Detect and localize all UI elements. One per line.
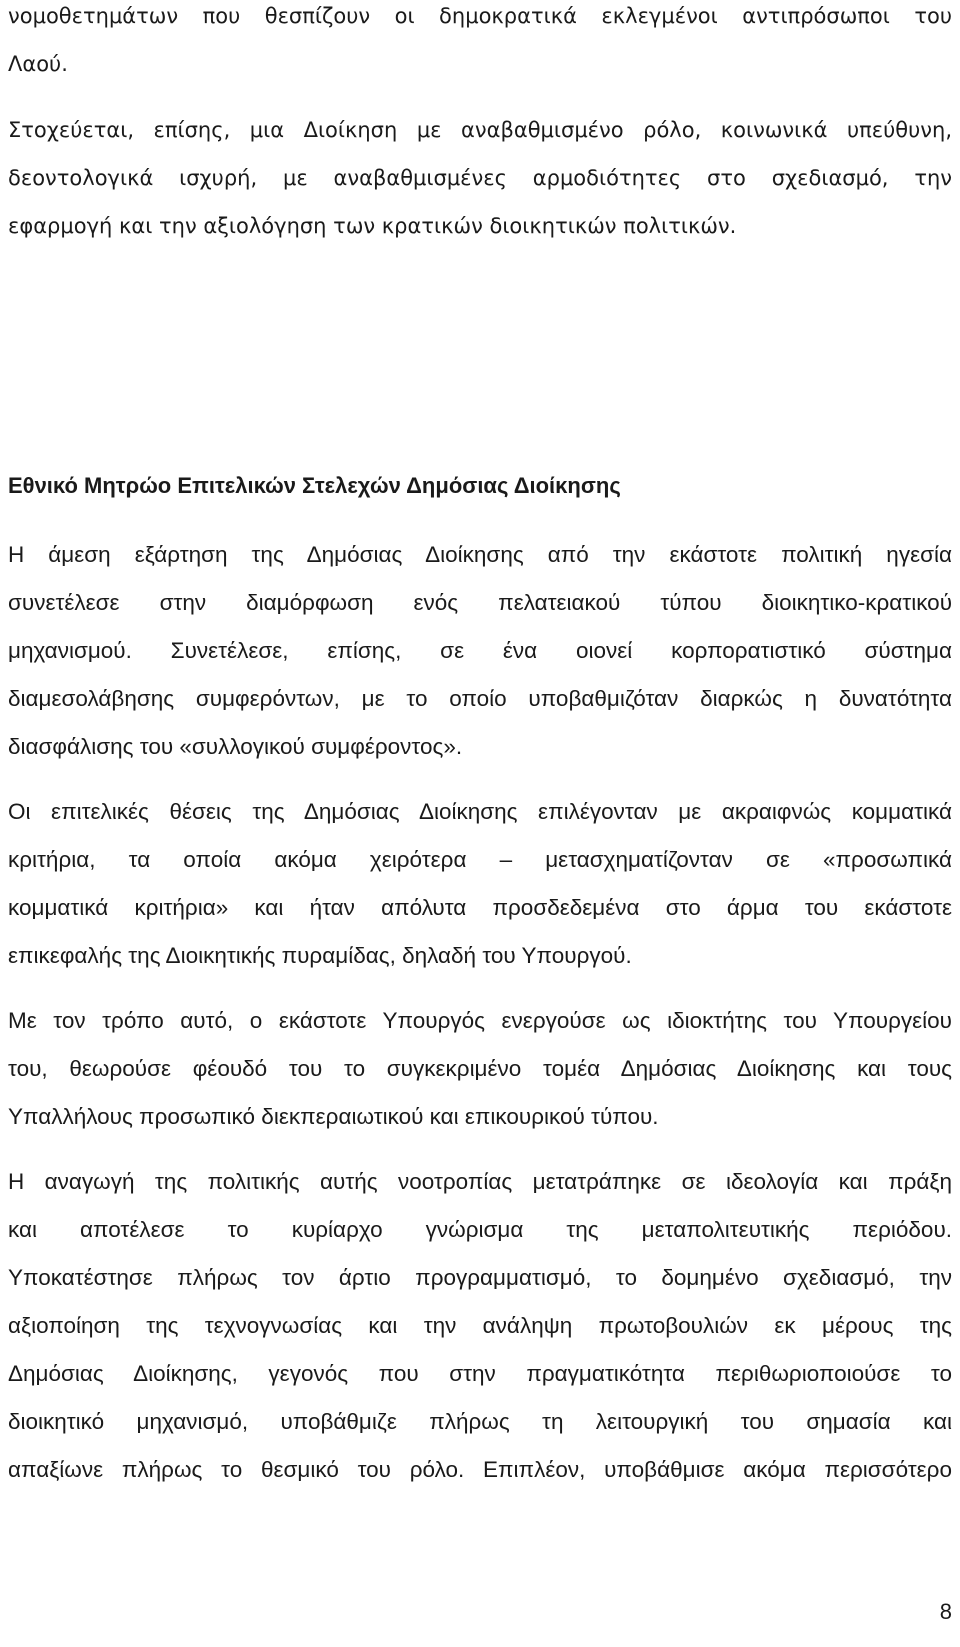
- p3-line-3: Υπαλλήλους προσωπικό διεκπεραιωτικού και επικουρικού τύπου.: [8, 1104, 659, 1129]
- p4-line-7: απαξίωνε πλήρως το θεσμικό του ρόλο. Επιπλέον, υποβάθμισε ακόμα περισσότερο: [8, 1457, 952, 1482]
- intro-line-1: νομοθετημάτων που θεσπίζουν οι δημοκρατικά εκλεγμένοι αντιπρόσωποι του: [8, 4, 952, 28]
- p4-line-5: Δημόσιας Διοίκησης, γεγονός που στην πραγματικότητα περιθωριοποιούσε το: [8, 1361, 952, 1386]
- goal-line-1: Στοχεύεται, επίσης, μια Διοίκηση με αναβαθμισμένο ρόλο, κοινωνικά υπεύθυνη,: [8, 118, 952, 142]
- p4-line-3: Υποκατέστησε πλήρως τον άρτιο προγραμματισμό, το δομημένο σχεδιασμό, την: [8, 1265, 952, 1290]
- page-number: 8: [939, 1599, 952, 1624]
- p4-line-4: αξιοποίηση της τεχνογνωσίας και την ανάληψη πρωτοβουλιών εκ μέρους της: [8, 1313, 952, 1338]
- goal-line-2: δεοντολογικά ισχυρή, με αναβαθμισμένες αρμοδιότητες στο σχεδιασμό, την: [8, 166, 952, 190]
- p2-line-1: Οι επιτελικές θέσεις της Δημόσιας Διοίκησης επιλέγονταν με ακραιφνώς κομματικά: [8, 799, 952, 824]
- p1-line-1: Η άμεση εξάρτηση της Δημόσιας Διοίκησης από την εκάστοτε πολιτική ηγεσία: [8, 542, 952, 567]
- p2-line-4: επικεφαλής της Διοικητικής πυραμίδας, δηλαδή του Υπουργού.: [8, 943, 632, 968]
- p1-line-4: διαμεσολάβησης συμφερόντων, με το οποίο υποβαθμιζόταν διαρκώς η δυνατότητα: [8, 686, 952, 711]
- p4-line-1: Η αναγωγή της πολιτικής αυτής νοοτροπίας μετατράπηκε σε ιδεολογία και πράξη: [8, 1169, 952, 1194]
- section-heading: Εθνικό Μητρώο Επιτελικών Στελεχών Δημόσιας Διοίκησης: [8, 473, 621, 498]
- p2-line-2: κριτήρια, τα οποία ακόμα χειρότερα – μετασχηματίζονταν σε «προσωπικά: [8, 847, 952, 872]
- p4-line-2: και αποτέλεσε το κυρίαρχο γνώρισμα της μεταπολιτευτικής περιόδου.: [8, 1217, 952, 1242]
- p1-line-3: μηχανισμού. Συνετέλεσε, επίσης, σε ένα οιονεί κορπορατιστικό σύστημα: [8, 638, 952, 663]
- p3-line-2: του, θεωρούσε φέουδό του το συγκεκριμένο τομέα Δημόσιας Διοίκησης και τους: [8, 1056, 952, 1081]
- p4-line-6: διοικητικό μηχανισμό, υποβάθμιζε πλήρως τη λειτουργική του σημασία και: [8, 1409, 952, 1434]
- p2-line-3: κομματικά κριτήρια» και ήταν απόλυτα προσδεδεμένα στο άρμα του εκάστοτε: [8, 895, 952, 920]
- goal-line-3: εφαρμογή και την αξιολόγηση των κρατικών διοικητικών πολιτικών.: [8, 214, 737, 238]
- p1-line-5: διασφάλισης του «συλλογικού συμφέροντος».: [8, 734, 463, 759]
- p1-line-2: συνετέλεσε στην διαμόρφωση ενός πελατειακού τύπου διοικητικο-κρατικού: [8, 590, 952, 615]
- intro-line-2: Λαού.: [8, 52, 68, 76]
- p3-line-1: Με τον τρόπο αυτό, ο εκάστοτε Υπουργός ενεργούσε ως ιδιοκτήτης του Υπουργείου: [8, 1008, 952, 1033]
